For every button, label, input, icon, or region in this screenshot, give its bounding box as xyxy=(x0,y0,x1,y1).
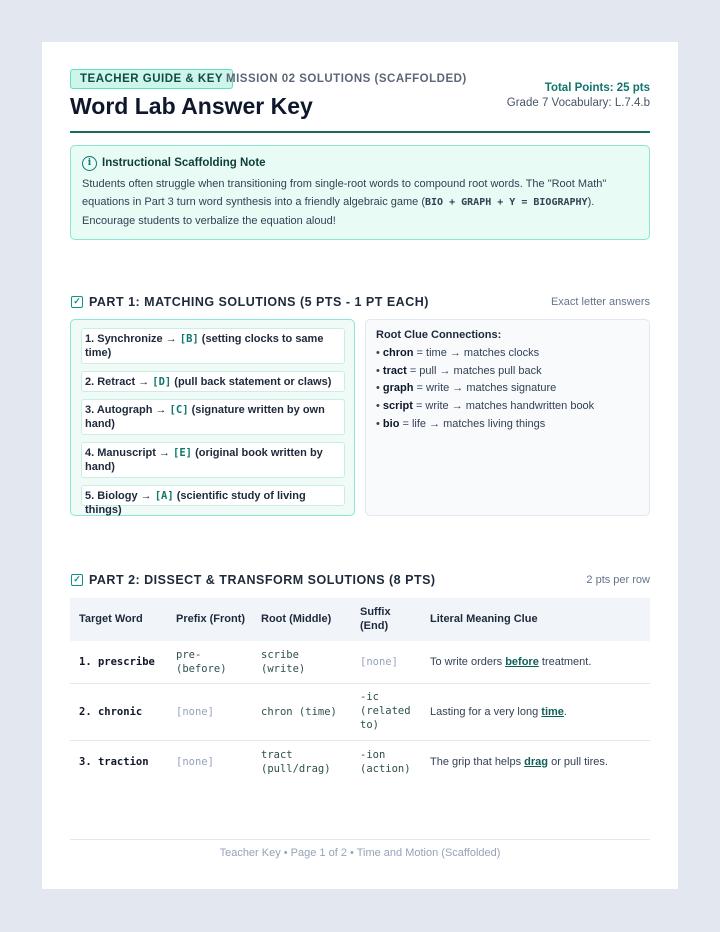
target-word: 1. prescribe xyxy=(79,656,155,668)
clue-text: or pull tires. xyxy=(548,756,608,768)
clue-item: • chron = time → matches clocks xyxy=(376,347,540,359)
meaning-clue xyxy=(430,705,567,719)
match-item xyxy=(81,485,345,516)
suffix-cell: -ic (related to) xyxy=(360,691,411,731)
clue-keyword: time xyxy=(541,706,564,718)
clue-text: = write → matches handwritten book xyxy=(415,400,595,412)
match-item xyxy=(81,328,345,364)
match-definition: (signature written by own hand) xyxy=(85,404,325,430)
page-footer: Teacher Key • Page 1 of 2 • Time and Motion (Scaffolded) xyxy=(219,847,501,859)
match-term: 5. Biology → xyxy=(85,490,152,502)
part2-title: PART 2: DISSECT & TRANSFORM SOLUTIONS (8 PTS) xyxy=(89,573,436,587)
root-clue-box xyxy=(365,319,650,516)
clue-item: • bio = life → matches living things xyxy=(376,418,546,430)
answer-key-page xyxy=(42,42,678,889)
clue-root: bio xyxy=(382,418,400,430)
clue-text: = write → matches signature xyxy=(416,382,557,394)
grade-standard: Grade 7 Vocabulary: L.7.4.b xyxy=(506,97,650,109)
header-divider xyxy=(70,131,650,133)
mission-label: MISSION 02 SOLUTIONS (SCAFFOLDED) xyxy=(226,73,467,85)
match-definition: (pull back statement or claws) xyxy=(174,376,332,388)
clue-text: To write orders xyxy=(430,656,506,668)
clue-keyword: drag xyxy=(524,756,549,768)
match-answer: [A] xyxy=(154,490,174,502)
match-definition: (original book written by hand) xyxy=(85,447,323,473)
clue-text: The grip that helps xyxy=(430,756,525,768)
prefix-cell: pre- (before) xyxy=(176,649,227,675)
info-icon: i xyxy=(82,156,97,171)
match-item xyxy=(81,371,345,392)
clue-item: • graph = write → matches signature xyxy=(376,382,557,394)
match-item xyxy=(81,399,345,435)
root-cell: scribe (write) xyxy=(261,649,306,675)
column-header: Root (Middle) xyxy=(261,613,332,625)
clue-item: • tract = pull → matches pull back xyxy=(376,365,542,377)
clue-item: • script = write → matches handwritten book xyxy=(376,400,595,412)
page-title: Word Lab Answer Key xyxy=(70,93,313,119)
part2-meta: 2 pts per row xyxy=(586,574,650,586)
root-cell: chron (time) xyxy=(261,706,337,718)
clue-text: Lasting for a very long xyxy=(430,706,542,718)
column-header: Suffix (End) xyxy=(360,606,391,632)
clue-text: = time → matches clocks xyxy=(416,347,540,359)
footer-divider xyxy=(70,839,650,840)
total-points: Total Points: 25 pts xyxy=(544,82,650,94)
clue-root: tract xyxy=(382,365,407,377)
match-term: 3. Autograph → xyxy=(85,404,167,416)
note-body-text: Students often struggle when transitioning from single-root words to compound root words. The "Root Math" equations in Part 3 turn word synthesis into a friendly algebraic game ( xyxy=(82,178,607,208)
note-body-end: ). Encourage students to verbalize the equation aloud! xyxy=(82,196,595,227)
target-word: 3. traction xyxy=(79,756,149,768)
root-math-equation: BIO + GRAPH + Y = BIOGRAPHY xyxy=(425,197,588,208)
clue-text: = life → matches living things xyxy=(402,418,546,430)
match-definition: (scientific study of living things) xyxy=(85,490,306,516)
row-divider xyxy=(70,683,650,684)
match-answer: [B] xyxy=(179,333,199,345)
column-header: Literal Meaning Clue xyxy=(430,613,538,625)
note-title: Instructional Scaffolding Note xyxy=(102,157,266,169)
clue-text: treatment. xyxy=(538,656,592,668)
match-term: 4. Manuscript → xyxy=(85,447,170,459)
clue-text: = pull → matches pull back xyxy=(409,365,542,377)
match-answer: [C] xyxy=(169,404,189,416)
matching-answers xyxy=(70,319,355,516)
clue-root: chron xyxy=(382,347,414,359)
clue-root: script xyxy=(382,400,413,412)
match-answer: [E] xyxy=(173,447,192,459)
scaffolding-note xyxy=(70,145,650,240)
match-term: 1. Synchronize → xyxy=(85,333,177,345)
clue-title: Root Clue Connections: xyxy=(376,329,502,341)
column-header: Prefix (Front) xyxy=(176,613,246,625)
note-body xyxy=(82,175,642,230)
match-answer: [D] xyxy=(152,376,172,388)
part1-title: PART 1: MATCHING SOLUTIONS (5 PTS - 1 PT EACH) xyxy=(89,295,429,309)
clue-keyword: before xyxy=(505,656,539,668)
column-header: Target Word xyxy=(79,613,143,625)
part1-meta: Exact letter answers xyxy=(550,296,650,308)
prefix-cell: [none] xyxy=(176,706,214,718)
clue-root: graph xyxy=(382,382,414,394)
meaning-clue xyxy=(430,755,608,769)
meaning-clue xyxy=(430,655,591,669)
match-item xyxy=(81,442,345,478)
checkbox-icon: ✓ xyxy=(71,296,83,308)
suffix-cell: -ion (action) xyxy=(360,749,411,775)
target-word: 2. chronic xyxy=(79,706,143,718)
checkbox-icon: ✓ xyxy=(71,574,83,586)
clue-text: . xyxy=(563,706,567,718)
suffix-cell: [none] xyxy=(360,656,398,668)
root-cell: tract (pull/drag) xyxy=(261,749,331,775)
match-definition: (setting clocks to same time) xyxy=(85,333,324,359)
prefix-cell: [none] xyxy=(176,756,214,768)
row-divider xyxy=(70,740,650,741)
teacher-guide-badge: TEACHER GUIDE & KEY xyxy=(70,69,233,89)
match-term: 2. Retract → xyxy=(85,376,150,388)
